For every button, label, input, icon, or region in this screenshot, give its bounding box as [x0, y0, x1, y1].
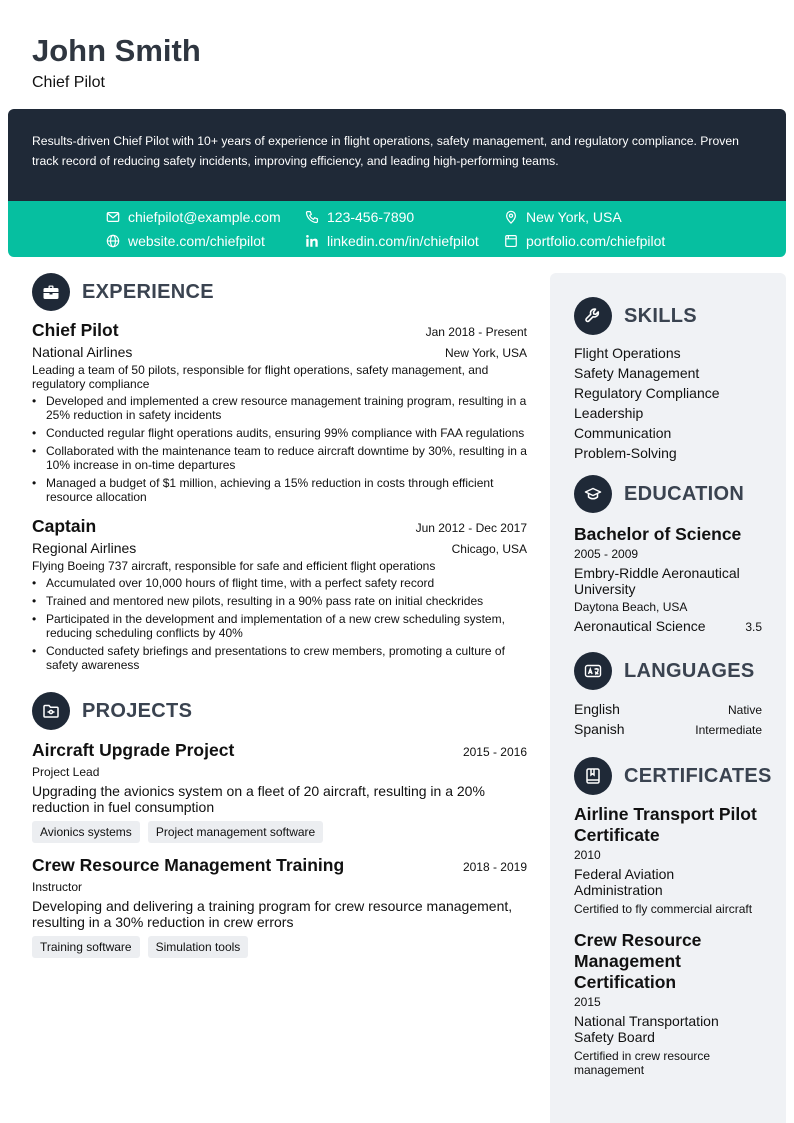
job-achievements	[32, 576, 527, 672]
field-of-study: Aeronautical Science	[574, 618, 706, 634]
project-title: Aircraft Upgrade Project	[32, 740, 235, 760]
job-dates: Jun 2012 - Dec 2017	[415, 521, 527, 535]
email-icon	[106, 210, 120, 224]
contact-email[interactable]	[106, 209, 281, 225]
candidate-role: Chief Pilot	[32, 74, 105, 91]
achievement-item: • Conducted regular flight operations audits, ensuring 99% compliance with FAA regulations	[32, 426, 527, 440]
certificate-entry	[574, 804, 762, 916]
skill-item: Problem-Solving	[574, 445, 677, 461]
language-name: Spanish	[574, 721, 625, 737]
project-dates: 2015 - 2016	[462, 745, 527, 759]
location-pin-icon	[504, 210, 518, 224]
degree: Bachelor of Science	[574, 524, 742, 544]
skill-item: Communication	[574, 425, 672, 441]
achievement-item: • Conducted safety briefings and presentations to crew members, promoting a culture of safety awareness	[32, 644, 527, 672]
main-column	[32, 273, 527, 958]
job-location: Chicago, USA	[451, 542, 527, 556]
contact-bar	[8, 201, 786, 257]
briefcase-icon	[32, 273, 70, 311]
job-title: Captain	[32, 516, 97, 536]
job-company: Regional Airlines	[32, 540, 137, 556]
contact-phone-text: 123-456-7890	[327, 209, 415, 225]
job-dates: Jan 2018 - Present	[425, 325, 527, 339]
globe-icon	[106, 234, 120, 248]
project-role: Project Lead	[32, 765, 100, 779]
skill-item: Safety Management	[574, 365, 700, 381]
project-tag: Simulation tools	[148, 936, 249, 958]
summary-banner	[8, 109, 786, 201]
experience-section-header	[32, 273, 527, 311]
phone-icon	[305, 210, 319, 224]
project-tag: Project management software	[148, 821, 323, 843]
certificate-note: Certified to fly commercial aircraft	[574, 902, 753, 916]
skills-title: SKILLS	[624, 304, 697, 327]
achievement-item: • Developed and implemented a crew resource management training program, resulting in a 25% reduction in safety incidents	[32, 394, 527, 422]
skill-item: Flight Operations	[574, 345, 681, 361]
achievement-item: • Accumulated over 10,000 hours of flight time, with a perfect safety record	[32, 576, 527, 590]
contact-portfolio[interactable]	[504, 233, 665, 249]
graduation-cap-icon	[574, 475, 612, 513]
certificate-note: Certified in crew resource management	[574, 1049, 711, 1077]
project-description: Upgrading the avionics system on a fleet of 20 aircraft, resulting in a 20% reduction in fuel consumption	[32, 783, 485, 815]
contact-location-text: New York, USA	[526, 209, 622, 225]
education-years: 2005 - 2009	[574, 547, 639, 561]
certificate-year: 2015	[574, 995, 601, 1009]
certificate-book-icon	[574, 757, 612, 795]
wrench-icon	[574, 297, 612, 335]
skill-item: Regulatory Compliance	[574, 385, 720, 401]
language-level: Native	[727, 703, 762, 717]
projects-section-header	[32, 692, 527, 730]
achievement-item: • Participated in the development and implementation of a new crew scheduling system, reducing scheduling conflicts by 40%	[32, 612, 527, 640]
certificate-issuer: National Transportation Safety Board	[574, 1013, 719, 1045]
projects-title: PROJECTS	[82, 699, 193, 722]
job-entry	[32, 320, 527, 504]
certificate-title: Airline Transport Pilot Certificate	[574, 804, 757, 845]
language-item	[574, 700, 762, 720]
language-item	[574, 720, 762, 740]
project-entry	[32, 740, 527, 843]
project-title: Crew Resource Management Training	[32, 855, 345, 875]
achievement-item: • Trained and mentored new pilots, resulting in a 90% pass rate on initial checkrides	[32, 594, 527, 608]
project-entry	[32, 855, 527, 958]
job-description: Leading a team of 50 pilots, responsible for flight operations, safety management, and regulatory compliance	[32, 363, 489, 391]
languages-section-header	[574, 652, 762, 690]
language-name: English	[574, 701, 620, 717]
project-folder-icon	[32, 692, 70, 730]
summary-text: Results-driven Chief Pilot with 10+ years of experience in flight operations, safety management, and regulatory compliance. Proven track record of reducing safety incidents, improving efficiency, and leading high-performing teams.	[32, 134, 739, 168]
school-name: Embry-Riddle Aeronautical University	[574, 565, 740, 597]
job-company: National Airlines	[32, 344, 133, 360]
sidebar	[550, 273, 786, 1123]
certificate-issuer: Federal Aviation Administration	[574, 866, 675, 898]
experience-title: EXPERIENCE	[82, 280, 214, 303]
contact-portfolio-text: portfolio.com/chiefpilot	[526, 233, 666, 249]
achievement-item: • Managed a budget of $1 million, achieving a 15% reduction in costs through efficient resource allocation	[32, 476, 527, 504]
portfolio-icon	[504, 234, 518, 248]
candidate-name: John Smith	[32, 33, 201, 68]
contact-linkedin[interactable]	[305, 233, 479, 249]
languages-title: LANGUAGES	[624, 659, 755, 682]
resume-header	[32, 32, 201, 92]
project-role: Instructor	[32, 880, 83, 894]
contact-phone[interactable]	[305, 209, 414, 225]
job-achievements	[32, 394, 527, 504]
project-description: Developing and delivering a training program for crew resource management, resulting in a 30% reduction in crew errors	[32, 898, 513, 930]
certificates-title: CERTIFICATES	[624, 764, 772, 787]
contact-email-text: chiefpilot@example.com	[128, 209, 281, 225]
project-dates: 2018 - 2019	[462, 860, 527, 874]
education-entry	[574, 523, 762, 634]
certificate-title: Crew Resource Management Certification	[574, 930, 702, 992]
job-location: New York, USA	[444, 346, 527, 360]
skills-list	[574, 343, 762, 463]
project-tag: Avionics systems	[32, 821, 140, 843]
skill-item: Leadership	[574, 405, 644, 421]
translate-icon	[574, 652, 612, 690]
project-tags	[32, 936, 527, 958]
contact-linkedin-text: linkedin.com/in/chiefpilot	[327, 233, 479, 249]
job-entry	[32, 516, 527, 672]
contact-location	[504, 209, 622, 225]
education-section-header	[574, 475, 762, 513]
certificate-year: 2010	[574, 848, 601, 862]
skills-section-header	[574, 297, 762, 335]
project-tags	[32, 821, 527, 843]
job-title: Chief Pilot	[32, 320, 119, 340]
contact-website[interactable]	[106, 233, 265, 249]
achievement-item: • Collaborated with the maintenance team to reduce aircraft downtime by 30%, resulting in a 10% increase in on-time departures	[32, 444, 527, 472]
school-location: Daytona Beach, USA	[574, 600, 688, 614]
certificate-entry	[574, 930, 762, 1077]
contact-website-text: website.com/chiefpilot	[128, 233, 265, 249]
languages-list	[574, 700, 762, 740]
linkedin-icon	[305, 234, 319, 248]
job-description: Flying Boeing 737 aircraft, responsible for safe and efficient flight operations	[32, 559, 436, 573]
education-title: EDUCATION	[624, 482, 745, 505]
certificates-section-header	[574, 757, 772, 795]
gpa: 3.5	[745, 620, 762, 634]
language-level: Intermediate	[695, 723, 762, 737]
project-tag: Training software	[32, 936, 140, 958]
